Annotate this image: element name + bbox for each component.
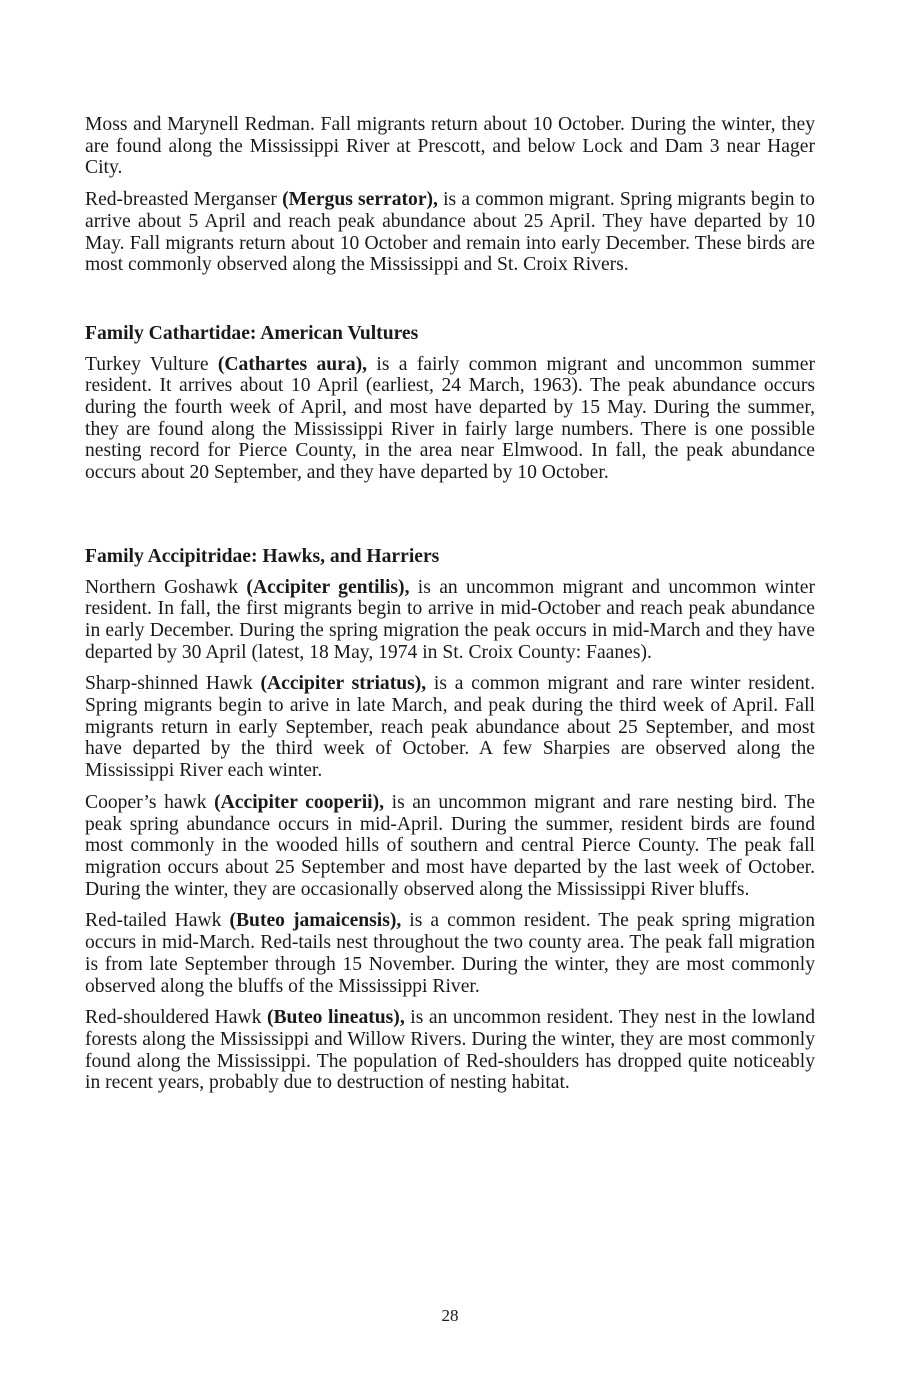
text-segment: Moss and Marynell Redman. Fall migrants return about 10 October. During the winter, they are found along the Mississippi River at Prescott, and below Lock and Dam 3 near Hager City.	[85, 114, 815, 179]
heading-family-accipitridae: Family Accipitridae: Hawks, and Harriers	[85, 545, 440, 567]
scientific-name: (Cathartes aura),	[217, 353, 368, 375]
common-name-text: Cooper’s hawk	[85, 791, 215, 813]
common-name-text: Red-tailed Hawk	[85, 910, 230, 932]
text-segment: is an uncommon migrant and uncommon winter resident. In fall, the first migrants begin to arrive in mid-October and reach peak abundance in early December. During the spring migration the peak occurs in mid-March and they have departed by 30 April (latest, 18 May, 1974 in St. Croix County: Faanes).	[85, 576, 815, 663]
scientific-name: (Mergus serrator),	[282, 189, 438, 211]
page-body	[85, 114, 815, 1104]
common-name-text: Red-breasted Merganser	[85, 189, 283, 211]
paragraph-red-tailed-hawk	[85, 910, 815, 997]
section-spacer	[85, 494, 815, 546]
common-name-text: Red-shouldered Hawk	[85, 1007, 267, 1029]
scientific-name: (Buteo jamaicensis),	[229, 910, 402, 932]
page-number: 28	[441, 1306, 459, 1325]
text-segment: is a common resident. The peak spring migration occurs in mid-March. Red-tails nest throughout the two county area. The peak fall migration is from late September through 15 November. During the winter, they are most commonly observed along the bluffs of the Mississippi River.	[85, 910, 815, 997]
scientific-name: (Accipiter gentilis),	[246, 576, 410, 598]
paragraph-turkey-vulture	[85, 354, 815, 484]
text-segment: is an uncommon resident. They nest in the lowland forests along the Mississippi and Willow Rivers. During the winter, they are most commonly found along the Mississippi. The population of Red-shoulders has dropped quite noticeably in recent years, probably due to destruction of nesting habitat.	[85, 1007, 815, 1094]
section-spacer	[85, 286, 815, 323]
text-segment: is a common migrant and rare winter resident. Spring migrants begin to arive in late March, and peak during the third week of April. Fall migrants return in early September, reach peak abundance about 25 September, and most have departed by the third week of October. A few Sharpies are observed along the Mississippi River each winter.	[85, 673, 816, 782]
paragraph-red-breasted-merganser	[85, 189, 815, 276]
common-name-text: Northern Goshawk	[85, 576, 247, 598]
paragraph-sharp-shinned-hawk	[85, 673, 815, 782]
paragraph-red-shouldered-hawk	[85, 1007, 815, 1094]
paragraph-moss-redman	[85, 114, 815, 179]
paragraph-coopers-hawk	[85, 792, 815, 901]
common-name-text: Sharp-shinned Hawk	[85, 673, 261, 695]
heading-family-cathartidae: Family Cathartidae: American Vultures	[85, 322, 419, 344]
scientific-name: (Buteo lineatus),	[266, 1007, 405, 1029]
text-segment: is a common migrant. Spring migrants begin to arrive about 5 April and reach peak abundance about 25 April. They have departed by 10 May. Fall migrants return about 10 October and remain into early December. These birds are most commonly observed along the Mississippi and St. Croix Rivers.	[85, 189, 815, 276]
paragraph-northern-goshawk	[85, 577, 815, 664]
scientific-name: (Accipiter striatus),	[260, 673, 427, 695]
text-segment: is a fairly common migrant and uncommon summer resident. It arrives about 10 April (earliest, 24 March, 1963). The peak abundance occurs during the fourth week of April, and most have departed by 15 May. During the summer, they are found along the Mississippi River in fairly large numbers. There is one possible nesting record for Pierce County, in the area near Elmwood. In fall, the peak abundance occurs about 20 September, and they have departed by 10 October.	[85, 353, 815, 484]
scientific-name: (Accipiter cooperii),	[214, 791, 385, 813]
common-name-text: Turkey Vulture	[85, 353, 218, 375]
text-segment: is an uncommon migrant and rare nesting bird. The peak spring abundance occurs in mid-April. During the summer, resident birds are found most commonly in the wooded hills of southern and central Pierce County. The peak fall migration occurs about 25 September and most have departed by the last week of October. During the winter, they are occasionally observed along the Mississippi River bluffs.	[85, 791, 815, 900]
